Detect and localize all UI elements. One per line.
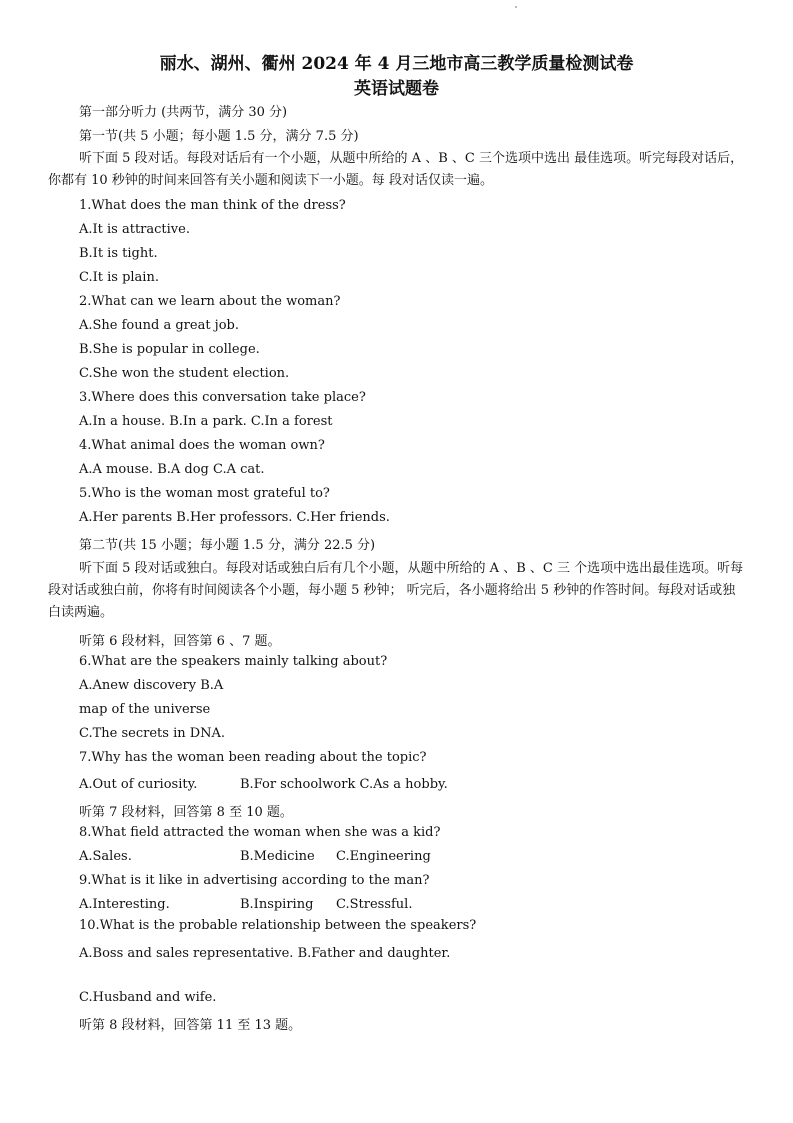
part1-heading: 第一部分听力 (共两节，满分 30 分) [79, 105, 288, 120]
q7-option-a: A.Out of curiosity. [79, 777, 198, 792]
q5-stem: 5.Who is the woman most grateful to? [79, 486, 330, 501]
q5-options: A.Her parents B.Her professors. C.Her friends. [79, 510, 390, 525]
scan-dot [515, 6, 517, 8]
exam-subtitle: 英语试题卷 [354, 79, 439, 99]
material-8-note: 听第 8 段材料，回答第 11 至 13 题。 [79, 1018, 302, 1033]
q4-options: A.A mouse. B.A dog C.A cat. [79, 462, 265, 477]
q2-option-b: B.She is popular in college. [79, 342, 260, 357]
q2-option-c: C.She won the student election. [79, 366, 290, 381]
q8-option-a: A.Sales. [79, 849, 132, 864]
q1-option-a: A.It is attractive. [79, 222, 190, 237]
q10-option-c: C.Husband and wife. [79, 990, 217, 1005]
q10-options-ab: A.Boss and sales representative. B.Father and daughter. [79, 946, 451, 961]
exam-title: 丽水、湖州、衢州 2024 年 4 月三地市高三教学质量检测试卷 [159, 54, 634, 74]
q9-option-c: C.Stressful. [336, 897, 413, 912]
q3-options: A.In a house. B.In a park. C.In a forest [79, 414, 333, 429]
material-7-note: 听第 7 段材料，回答第 8 至 10 题。 [79, 805, 293, 820]
q4-stem: 4.What animal does the woman own? [79, 438, 325, 453]
q7-options-bc: B.For schoolwork C.As a hobby. [240, 777, 448, 792]
q9-option-a: A.Interesting. [79, 897, 170, 912]
q10-stem: 10.What is the probable relationship between the speakers? [79, 918, 477, 933]
q6-option-c: C.The secrets in DNA. [79, 726, 226, 741]
q1-option-c: C.It is plain. [79, 270, 159, 285]
section2-instructions: 听下面 5 段对话或独白。每段对话或独白后有几个小题，从题中所给的 A 、B 、C 三 个选项中选出最佳选项。听每段对话或独白前，你将有时间阅读各个小题，每小题 5 秒钟； 听完后，各小题将给出 5 秒钟的作答时间。每段对话或独白读两遍。 [48, 561, 744, 620]
q9-stem: 9.What is it like in advertising according to the man? [79, 873, 430, 888]
q7-stem: 7.Why has the woman been reading about the topic? [79, 750, 427, 765]
q6-stem: 6.What are the speakers mainly talking about? [79, 654, 388, 669]
section2-heading: 第二节(共 15 小题；每小题 1.5 分，满分 22.5 分) [79, 538, 376, 553]
q8-option-c: C.Engineering [336, 849, 431, 864]
q1-option-b: B.It is tight. [79, 246, 158, 261]
q9-option-b: B.Inspiring [240, 897, 314, 912]
q3-stem: 3.Where does this conversation take place? [79, 390, 366, 405]
section1-instructions: 听下面 5 段对话。每段对话后有一个小题，从题中所给的 A 、B 、C 三个选项中选出 最佳选项。听完每段对话后，你都有 10 秒钟的时间来回答有关小题和阅读下一小题。每 段对话仅读一遍。 [48, 151, 744, 188]
q6-options-line2: map of the universe [79, 702, 211, 717]
section1-heading: 第一节(共 5 小题；每小题 1.5 分，满分 7.5 分) [79, 129, 359, 144]
q8-stem: 8.What field attracted the woman when she was a kid? [79, 825, 441, 840]
material-6-note: 听第 6 段材料，回答第 6 、7 题。 [79, 634, 281, 649]
q2-option-a: A.She found a great job. [79, 318, 239, 333]
q8-option-b: B.Medicine [240, 849, 315, 864]
q6-options-line1: A.Anew discovery B.A [79, 678, 224, 693]
q2-stem: 2.What can we learn about the woman? [79, 294, 341, 309]
q1-stem: 1.What does the man think of the dress? [79, 198, 346, 213]
